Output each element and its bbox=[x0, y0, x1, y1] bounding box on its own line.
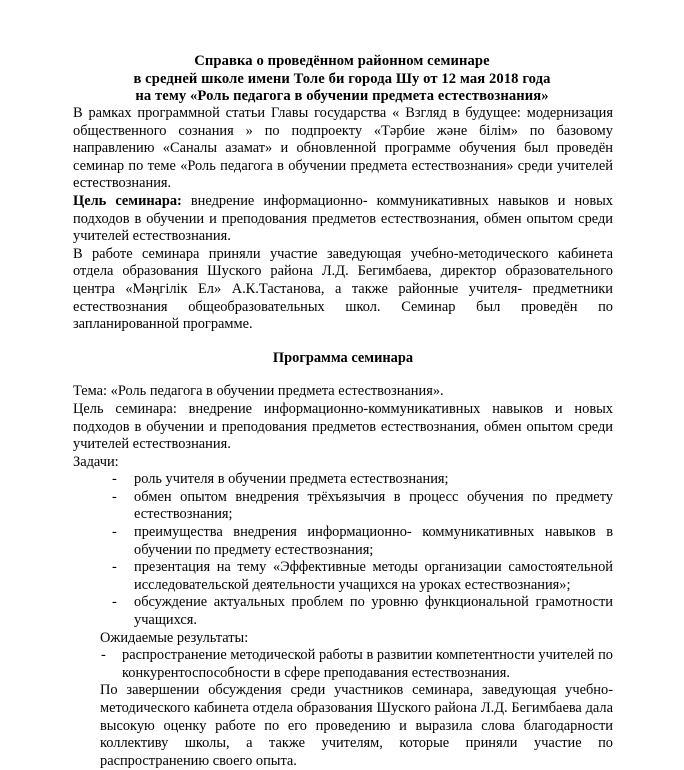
program-tasks-list bbox=[73, 471, 613, 629]
program-topic-label: Тема: bbox=[73, 383, 108, 400]
dash-bullet-icon: - bbox=[101, 647, 106, 664]
list-item bbox=[112, 594, 613, 629]
dash-bullet-icon: - bbox=[112, 559, 117, 576]
program-section bbox=[73, 383, 613, 770]
document-body bbox=[73, 105, 613, 770]
dash-bullet-icon: - bbox=[112, 488, 117, 505]
list-item bbox=[101, 647, 613, 682]
list-item-text: обсуждение актуальных проблем по уровню функциональной грамотности учащихся. bbox=[134, 594, 613, 629]
list-item bbox=[112, 471, 613, 489]
list-item-text: преимущества внедрения информационно- коммуникативных навыков в обучении по предмету естествознания; bbox=[134, 524, 613, 558]
list-item bbox=[112, 559, 613, 594]
goal-paragraph bbox=[73, 193, 613, 246]
program-results-label: Ожидаемые результаты: bbox=[100, 629, 249, 646]
document-title-line-1: Справка о проведённом районном семинаре bbox=[194, 53, 490, 69]
program-results-list bbox=[73, 647, 613, 682]
program-goal-text: внедрение информационно-коммуникативных навыков и новых подходов в обучении и преподования предметов естествознания, обмен опытом среди учителей естествознания. bbox=[73, 400, 613, 453]
closing-paragraph: По завершении обсуждения среди участников семинара, заведующая учебно-методического кабинета отдела образования Шуского района Л.Д. Бегимбаева дала высокую оценку работе по его проведению и выразила слова благодарности коллективу школы, а также учителям, которые приняли участие по распространению своего опыта. bbox=[100, 682, 613, 769]
program-goal-label: Цель семинара: bbox=[73, 400, 177, 417]
participants-paragraph: В работе семинара приняли участие заведующая учебно-методического кабинета отдела образования Шуского района Л.Д. Бегимбаева, директор образовательного центра «Мәңгілік Ел» А.К.Тастанова, а также районные учителя- предметники естествознания общеобразовательных школ. Семинар был проведён по запланированной программе. bbox=[73, 245, 613, 333]
list-item-text: обмен опытом внедрения трёхъязычия в процесс обучения по предмету естествознания; bbox=[134, 488, 613, 523]
list-item-text: роль учителя в обучении предмета естествознания; bbox=[134, 471, 449, 488]
program-topic-text: «Роль педагога в обучении предмета естествознания». bbox=[107, 383, 444, 400]
program-goal bbox=[73, 401, 613, 454]
list-item bbox=[112, 524, 613, 559]
dash-bullet-icon: - bbox=[112, 524, 117, 541]
document-title-line-3: на тему «Роль педагога в обучении предмета естествознания» bbox=[135, 88, 549, 105]
list-item-text: презентация на тему «Эффективные методы организации самостоятельной исследовательской деятельности учащихся на уроках естествознания»; bbox=[134, 559, 613, 593]
document-title-line-2: в средней школе имени Толе би города Шу от 12 мая 2018 года bbox=[133, 70, 551, 87]
dash-bullet-icon: - bbox=[112, 594, 117, 611]
program-tasks-label: Задачи: bbox=[73, 453, 119, 470]
program-topic bbox=[73, 383, 613, 401]
intro-paragraph: В рамках программной статьи Главы государства « Взгляд в будущее: модернизация общественного сознания » по подпроекту «Тәрбие және білім» по базовому направлению «Саналы азамат» и обновленной программе обучения был проведён семинар по теме «Роль педагога в обучении предмета естествознания» среди учителей естествознания. bbox=[73, 105, 613, 192]
goal-text: внедрение информационно- коммуникативных навыков и новых подходов в обучении и преподования предметов естествознания, обмен опытом среди учителей естествознания. bbox=[73, 192, 613, 245]
list-item bbox=[112, 488, 613, 524]
program-heading: Программа семинара bbox=[272, 349, 414, 366]
dash-bullet-icon: - bbox=[112, 471, 117, 488]
list-item-text: распространение методической работы в развитии компетентности учителей по конкурентоспособности в сфере преподавания естествознания. bbox=[122, 647, 613, 681]
goal-label: Цель семинара: bbox=[73, 192, 182, 209]
document-title bbox=[73, 53, 611, 106]
